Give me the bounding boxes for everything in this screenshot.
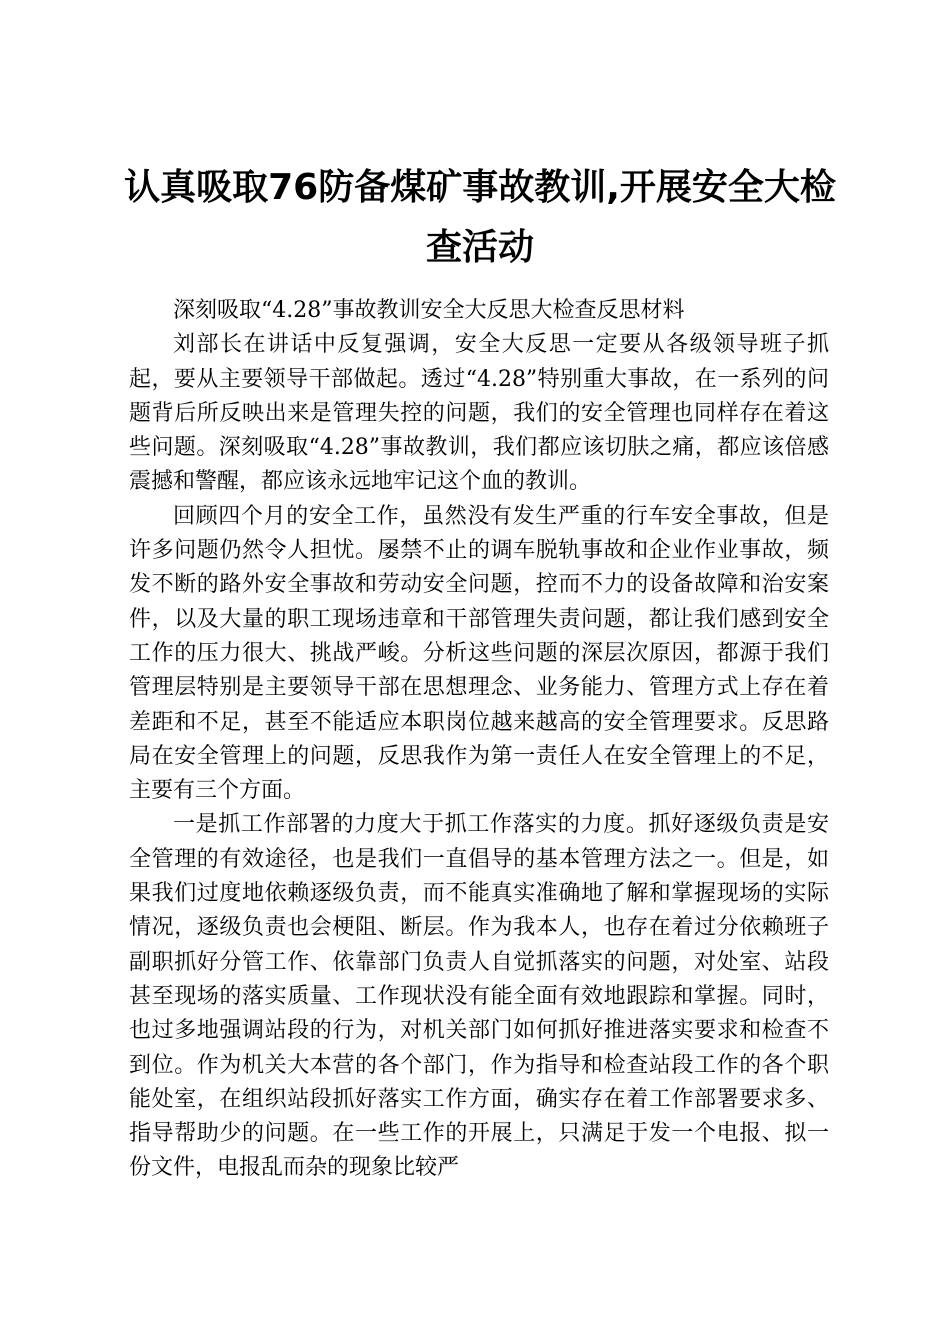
document-subtitle: 深刻吸取“4.28”事故教训安全大反思大检查反思材料 [173, 298, 685, 323]
document-title: 认真吸取76防备煤矿事故教训,开展安全大检查活动 [124, 167, 836, 268]
document-body [129, 294, 829, 1186]
paragraph: 一是抓工作部署的力度大于抓工作落实的力度。抓好逐级负责是安全管理的有效途径，也是我们一直倡导的基本管理方法之一。但是，如果我们过度地依赖逐级负责，而不能真实准确地了解和掌握现场的实际情况，逐级负责也会梗阻、断层。作为我本人，也存在着过分依赖班子副职抓好分管工作、依靠部门负责人自觉抓落实的问题，对处室、站段甚至现场的落实质量、工作现状没有能全面有效地跟踪和掌握。同时，也过多地强调站段的行为，对机关部门如何抓好推进落实要求和检查不到位。作为机关大本营的各个部门，作为指导和检查站段工作的各个职能处室，在组织站段抓好落实工作方面，确实存在着工作部署要求多、指导帮助少的问题。在一些工作的开展上，只满足于发一个电报、拟一份文件，电报乱而杂的现象比较严 [129, 812, 829, 1181]
paragraph: 回顾四个月的安全工作，虽然没有发生严重的行车安全事故，但是许多问题仍然令人担忧。屡禁不止的调车脱轨事故和企业作业事故，频发不断的路外安全事故和劳动安全问题，控而不力的设备故障和治安案件，以及大量的职工现场违章和干部管理失责问题，都让我们感到安全工作的压力很大、挑战严峻。分析这些问题的深层次原因，都源于我们管理层特别是主要领导干部在思想理念、业务能力、管理方式上存在着差距和不足，甚至不能适应本职岗位越来越高的安全管理要求。反思路局在安全管理上的问题，反思我作为第一责任人在安全管理上的不足，主要有三个方面。 [129, 503, 829, 804]
paragraph: 刘部长在讲话中反复强调，安全大反思一定要从各级领导班子抓起，要从主要领导干部做起。透过“4.28”特别重大事故，在一系列的问题背后所反映出来是管理失控的问题，我们的安全管理也同样存在着这些问题。深刻吸取“4.28”事故教训，我们都应该切肤之痛，都应该倍感震撼和警醒，都应该永远地牢记这个血的教训。 [129, 332, 829, 495]
